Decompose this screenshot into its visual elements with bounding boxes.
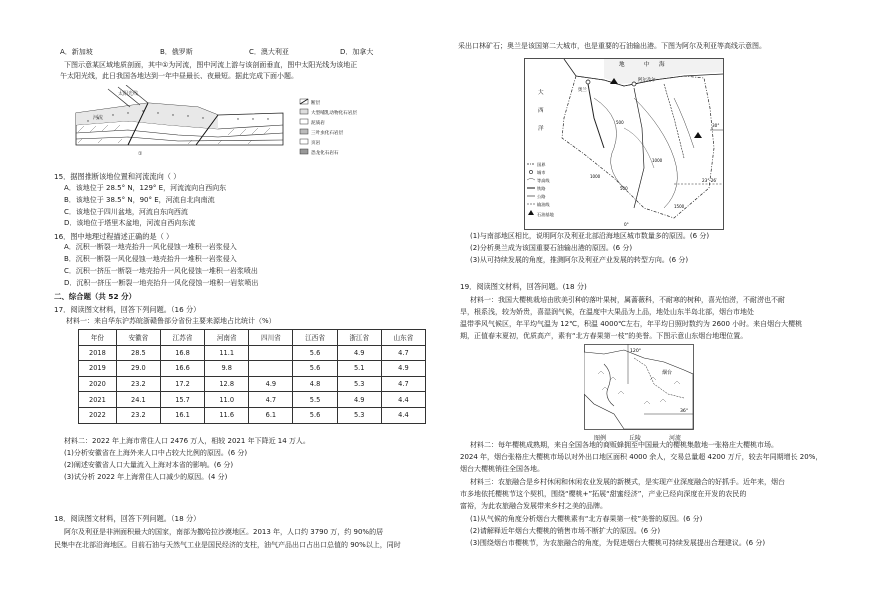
section-2-title: 二、综合题（共 52 分） bbox=[54, 292, 136, 301]
q19-m3-line-3: 富裕，为此农旅融合发展带来乡村之美的品牌。 bbox=[460, 502, 607, 510]
table-row bbox=[79, 376, 426, 392]
map-label-algiers: 阿尔及尔 bbox=[638, 78, 656, 83]
q19-m1-line-3: 温带季风气候区，年平均气温为 12℃，积温 4000℃左右，年平均日照时数约为 2600 小时。来自烟台大樱桃 bbox=[460, 320, 803, 328]
yantai-label-36: 36° bbox=[680, 409, 689, 414]
table-cell: 9.8 bbox=[205, 361, 249, 377]
sun-rays-label: 太阳光线 bbox=[118, 91, 139, 97]
q19-sub-1: (1)从气候的角度分析烟台大樱桃素有“北方春果第一枝”美誉的原因。(6 分) bbox=[470, 515, 703, 523]
yantai-legend-hills: 丘陵 bbox=[629, 435, 642, 442]
table-cell bbox=[249, 361, 293, 377]
q16-stem: 16．图中地理过程描述正确的是（ ） bbox=[54, 232, 174, 241]
river-label: 河流 bbox=[93, 115, 104, 121]
q15-option-d[interactable]: D．该地位于塔里木盆地，河流自西向东流 bbox=[64, 219, 196, 227]
q19-m1-line-1: 材料一：我国大樱桃栽培由欧美引种的落叶果树，属蔷薇科，不耐寒的树种，喜光怕涝，不耐涝也不耐 bbox=[470, 296, 785, 304]
population-table bbox=[78, 329, 426, 424]
legend-contour: 等高线 bbox=[537, 178, 550, 183]
map-label-1500: 1500 bbox=[674, 204, 685, 209]
map-label-hai: 海 bbox=[659, 62, 665, 68]
table-cell: 17.2 bbox=[160, 376, 204, 392]
q17-sub-1: (1)分析安徽省在上海外来人口中占较大比例的原因。(6 分) bbox=[64, 449, 248, 457]
legend-dinosaur: 恐龙化石岩石 bbox=[311, 151, 339, 156]
q16-option-d[interactable]: D．沉积一挤压一断裂一地壳抬升一风化侵蚀一堆积一岩浆喷出 bbox=[64, 279, 259, 287]
q15-option-c[interactable]: C．该地位于四川盆地，河流自东向西流 bbox=[64, 208, 188, 216]
table-cell: 4.8 bbox=[293, 376, 337, 392]
table-header-row bbox=[79, 330, 426, 346]
map-label-0: 0° bbox=[624, 222, 629, 227]
yantai-map bbox=[584, 344, 694, 430]
table-row bbox=[79, 407, 426, 423]
table-cell: 4.7 bbox=[381, 376, 425, 392]
q17-sub-3: (3)试分析 2022 年上海常住人口减少的原因。(4 分) bbox=[64, 473, 228, 481]
yantai-legend-title: 图例 bbox=[594, 435, 607, 442]
map-label-500: 500 bbox=[616, 120, 624, 125]
q16-option-b[interactable]: B．沉积一断裂一风化侵蚀一地壳抬升一堆积一岩浆侵入 bbox=[64, 255, 237, 263]
table-header-cell: 江西省 bbox=[293, 330, 337, 346]
point-label: ① bbox=[138, 151, 143, 157]
legend-fault: 断层 bbox=[311, 101, 321, 106]
q19-m2-line-1: 材料二：每年樱桃成熟期，来自全国各地的商贩蜂拥至中国最大的樱桃集散地一张格庄大樱桃市场。 bbox=[470, 441, 778, 449]
table-cell: 4.4 bbox=[381, 392, 425, 408]
section-legend bbox=[300, 99, 357, 156]
table-cell: 5.1 bbox=[337, 361, 381, 377]
legend-city: 城市 bbox=[537, 170, 546, 175]
table-cell: 5.6 bbox=[293, 407, 337, 423]
legend-mudstone: 泥质岩 bbox=[311, 121, 325, 126]
table-header-cell: 安徽省 bbox=[116, 330, 160, 346]
q15-option-a[interactable]: A．该地位于 28.5° N，129° E，河流流向自西向东 bbox=[64, 184, 227, 192]
table-cell: 11.6 bbox=[205, 407, 249, 423]
q17-stem: 17．阅读图文材料，回答下列问题。（16 分） bbox=[54, 305, 201, 314]
table-cell: 4.4 bbox=[381, 407, 425, 423]
table-cell: 4.7 bbox=[381, 345, 425, 361]
table-cell: 28.5 bbox=[116, 345, 160, 361]
q19-m3-line-2: 市多地依托樱桃节这个契机，围绕“樱桃+”拓展“甜蜜经济”，产业已经向深度在开发的农民的 bbox=[460, 490, 747, 498]
yantai-label-city: 烟台 bbox=[662, 370, 673, 376]
q16-option-c[interactable]: C．沉积一挤压一断裂一地壳抬升一风化侵蚀一堆积一岩浆喷出 bbox=[64, 267, 258, 275]
q18-text-1: 阿尔及利亚是非洲面积最大的国家，南部为撒哈拉沙漠地区。2013 年，人口约 3790 万，约 90%的居 bbox=[64, 528, 384, 536]
map-label-oran: 奥兰 bbox=[578, 88, 587, 93]
legend-railway: 铁路 bbox=[537, 186, 546, 191]
table-cell: 2019 bbox=[79, 361, 117, 377]
table-cell: 23.2 bbox=[116, 376, 160, 392]
q18-sub-3: (3)从可持续发展的角度，推测阿尔及利亚产业发展的转型方向。(6 分) bbox=[470, 256, 689, 264]
legend-border: 国界 bbox=[537, 162, 546, 167]
table-cell: 2020 bbox=[79, 376, 117, 392]
table-cell: 23.2 bbox=[116, 407, 160, 423]
table-row bbox=[79, 345, 426, 361]
map-label-da: 大 bbox=[538, 90, 544, 96]
table-cell: 29.0 bbox=[116, 361, 160, 377]
q19-m3-line-1: 材料三：农旅融合是乡村休闲和休闲农业发展的新模式，是实现产业深度融合的好抓手。近年来，烟台 bbox=[470, 478, 785, 486]
table-header-cell: 江苏省 bbox=[160, 330, 204, 346]
table-header-cell: 四川省 bbox=[249, 330, 293, 346]
map-label-di: 地 bbox=[619, 62, 625, 68]
table-header-cell: 浙江省 bbox=[337, 330, 381, 346]
map-label-yang: 洋 bbox=[538, 126, 544, 132]
choice-a: A．新加坡 bbox=[60, 48, 93, 56]
q16-option-a[interactable]: A．沉积一断裂一地壳抬升一风化侵蚀一堆积一岩浆侵入 bbox=[64, 243, 237, 251]
q19-sub-3: (3)围绕烟台市樱桃节，为农旅融合的角度，为促进烟台大樱桃可持续发展提出合理建议。(6 分) bbox=[470, 539, 766, 547]
table-cell: 24.1 bbox=[116, 392, 160, 408]
table-cell: 4.9 bbox=[337, 345, 381, 361]
table-cell: 5.6 bbox=[293, 361, 337, 377]
legend-mammal-fossil: 大型哺乳动物化石岩层 bbox=[311, 111, 357, 116]
table-cell: 6.1 bbox=[249, 407, 293, 423]
q18-sub-1: (1)与南部地区相比，说明阿尔及利亚北部沿海地区城市数量多的原因。(6 分) bbox=[470, 232, 710, 240]
table-header-cell: 河南省 bbox=[205, 330, 249, 346]
map-label-tropic: 23° 26′ bbox=[702, 178, 718, 183]
table-cell: 5.6 bbox=[293, 345, 337, 361]
legend-trilobite: 三叶虫化石岩层 bbox=[311, 131, 344, 136]
table-row bbox=[79, 361, 426, 377]
table-header-cell: 年份 bbox=[79, 330, 117, 346]
q19-stem: 19．阅读图文材料，回答问题。(18 分) bbox=[460, 282, 587, 291]
choice-c: C．澳大利亚 bbox=[249, 48, 289, 56]
map-label-1000: 1000 bbox=[652, 158, 663, 163]
table-cell: 11.0 bbox=[205, 392, 249, 408]
table-cell bbox=[249, 345, 293, 361]
map-label-30: 30° bbox=[712, 123, 720, 128]
yantai-label-120: 120° bbox=[630, 349, 642, 354]
legend-pipeline: 输油线 bbox=[537, 202, 550, 207]
q17-material-1: 材料一：来自华东沪苏皖浙赣鲁部分省份主要来源地占比统计（%） bbox=[66, 317, 276, 325]
map-label-zhong: 中 bbox=[644, 62, 650, 68]
legend-shale: 页岩 bbox=[311, 141, 321, 146]
geologic-section-figure bbox=[68, 85, 358, 165]
q19-m2-line-2: 2024 年，烟台张格庄大樱桃市场以对外出口地区面积 4000 余人，交易总量超 4200 万斤，较去年同期增长 20%， bbox=[460, 453, 823, 461]
table-cell: 2021 bbox=[79, 392, 117, 408]
q17-material-2: 材料二：2022 年上海市常住人口 2476 万人，相较 2021 年下降近 14 万人。 bbox=[64, 437, 310, 445]
algeria-map bbox=[524, 58, 724, 230]
choice-b: B．俄罗斯 bbox=[160, 48, 193, 56]
table-cell: 5.3 bbox=[337, 376, 381, 392]
q17-sub-2: (2)阐述安徽省人口大量流入上海对本省的影响。(6 分) bbox=[64, 461, 234, 469]
q18-stem: 18．阅读图文材料，回答下列问题。（18 分） bbox=[54, 514, 201, 523]
q18-sub-2: (2)分析奥兰成为该国重要石油输出港的原因。(6 分) bbox=[470, 244, 633, 252]
table-header-cell: 山东省 bbox=[381, 330, 425, 346]
map-label-xi: 西 bbox=[538, 108, 544, 114]
yantai-legend-river: 河流 bbox=[669, 435, 682, 442]
q19-m1-line-2: 旱，根系浅，较为娇贵，喜湿润气候，在温度中大果品为上品，地处山东半岛北部，烟台市地处 bbox=[460, 308, 754, 316]
intro-line-2: 午太阳光线，此日我国各地达到一年中昼最长、夜最短。据此完成下面小题。 bbox=[60, 72, 298, 80]
q15-stem: 15．据图推断该地位置和河流流向（ ） bbox=[54, 172, 181, 181]
table-cell: 16.8 bbox=[160, 345, 204, 361]
q19-sub-2: (2)请解释近年烟台大樱桃的销售市场不断扩大的原因。(6 分) bbox=[470, 527, 661, 535]
table-cell: 2022 bbox=[79, 407, 117, 423]
legend-oil-base: 石油基地 bbox=[537, 212, 554, 217]
table-cell: 15.7 bbox=[160, 392, 204, 408]
table-cell: 4.9 bbox=[337, 392, 381, 408]
intro-line-1: 下图示意某区域地质剖面，其中①为河流，图中河流上游与该剖面垂直，图中太阳光线为该地正 bbox=[64, 61, 358, 69]
table-cell: 2018 bbox=[79, 345, 117, 361]
table-cell: 4.9 bbox=[381, 361, 425, 377]
q19-m1-line-4: 期，正值春末夏初，优质高产，素有“北方春果第一枝”的美誉。下图示意山东烟台地理位置。 bbox=[460, 332, 748, 340]
table-cell: 11.1 bbox=[205, 345, 249, 361]
table-cell: 5.3 bbox=[337, 407, 381, 423]
table-cell: 4.9 bbox=[249, 376, 293, 392]
map-label-1000b: 1000 bbox=[590, 174, 601, 179]
table-cell: 16.1 bbox=[160, 407, 204, 423]
table-cell: 4.7 bbox=[249, 392, 293, 408]
q18-text-2: 民集中在北部沿海地区。目前石油与天然气工业是国民经济的支柱，油气产品出口占出口总值的 90%以上，同时 bbox=[54, 541, 401, 549]
table-cell: 5.5 bbox=[293, 392, 337, 408]
map-label-500b: 500 bbox=[620, 186, 628, 191]
q18-top-text: 采出口林矿石；奥兰是该国第二大城市，也是重要的石油输出港。下图为阿尔及利亚等高线示意图。 bbox=[458, 42, 766, 50]
table-cell: 12.8 bbox=[205, 376, 249, 392]
table-row bbox=[79, 392, 426, 408]
legend-road: 公路 bbox=[537, 194, 546, 199]
table-cell: 16.6 bbox=[160, 361, 204, 377]
q15-option-b[interactable]: B．该地位于 38.5° N，90° E，河流自北向南流 bbox=[64, 196, 215, 204]
choice-d: D．加拿大 bbox=[340, 48, 374, 56]
q19-m2-line-3: 烟台大樱桃销往全国各地。 bbox=[460, 465, 544, 473]
